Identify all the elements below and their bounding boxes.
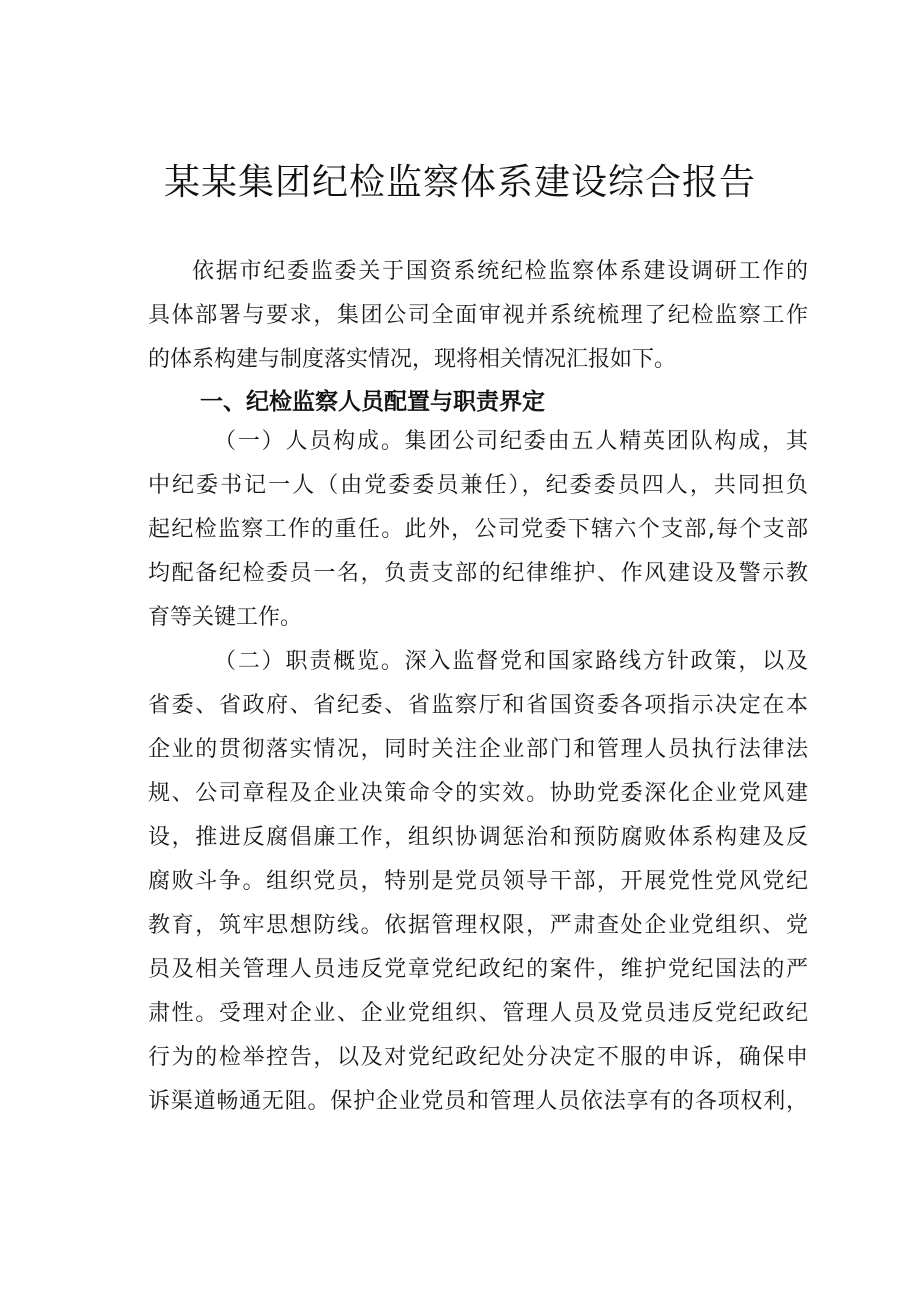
paragraph-line: （一）人员构成。集团公司纪委由五人精英团队构成，其 <box>214 429 808 454</box>
paragraph-line: 育等关键工作。 <box>148 605 303 630</box>
paragraph-line: 中纪委书记一人（由党委委员兼任），纪委委员四人，共同担负 <box>148 473 808 498</box>
paragraph-line: 肃性。受理对企业、企业党组织、管理人员及党员违反党纪政纪 <box>148 1001 808 1026</box>
paragraph-line: 腐败斗争。组织党员，特别是党员领导干部，开展党性党风党纪 <box>148 869 808 894</box>
paragraph-line: 企业的贯彻落实情况，同时关注企业部门和管理人员执行法律法 <box>148 737 808 762</box>
paragraph-line: （二）职责概览。深入监督党和国家路线方针政策，以及 <box>214 649 808 674</box>
intro-line: 的体系构建与制度落实情况，现将相关情况汇报如下。 <box>148 347 677 372</box>
intro-line: 依据市纪委监委关于国资系统纪检监察体系建设调研工作的 <box>192 259 808 284</box>
paragraph-line: 设，推进反腐倡廉工作，组织协调惩治和预防腐败体系构建及反 <box>148 825 808 850</box>
document-title: 某某集团纪检监察体系建设综合报告 <box>163 162 756 203</box>
paragraph-line: 起纪检监察工作的重任。此外，公司党委下辖六个支部,每个支部 <box>148 517 808 542</box>
paragraph-line: 员及相关管理人员违反党章党纪政纪的案件，维护党纪国法的严 <box>148 957 808 982</box>
paragraph-line: 省委、省政府、省纪委、省监察厅和省国资委各项指示决定在本 <box>148 693 808 718</box>
intro-line: 具体部署与要求，集团公司全面审视并系统梳理了纪检监察工作 <box>148 303 808 328</box>
paragraph-line: 诉渠道畅通无阻。保护企业党员和管理人员依法享有的各项权利， <box>148 1089 808 1114</box>
paragraph-line: 行为的检举控告，以及对党纪政纪处分决定不服的申诉，确保申 <box>148 1045 808 1070</box>
paragraph-line: 教育，筑牢思想防线。依据管理权限，严肃查处企业党组织、党 <box>148 913 808 938</box>
paragraph-line: 均配备纪检委员一名，负责支部的纪律维护、作风建设及警示教 <box>148 561 808 586</box>
paragraph-line: 规、公司章程及企业决策命令的实效。协助党委深化企业党风建 <box>148 781 808 806</box>
section-heading: 一、纪检监察人员配置与职责界定 <box>200 389 545 415</box>
